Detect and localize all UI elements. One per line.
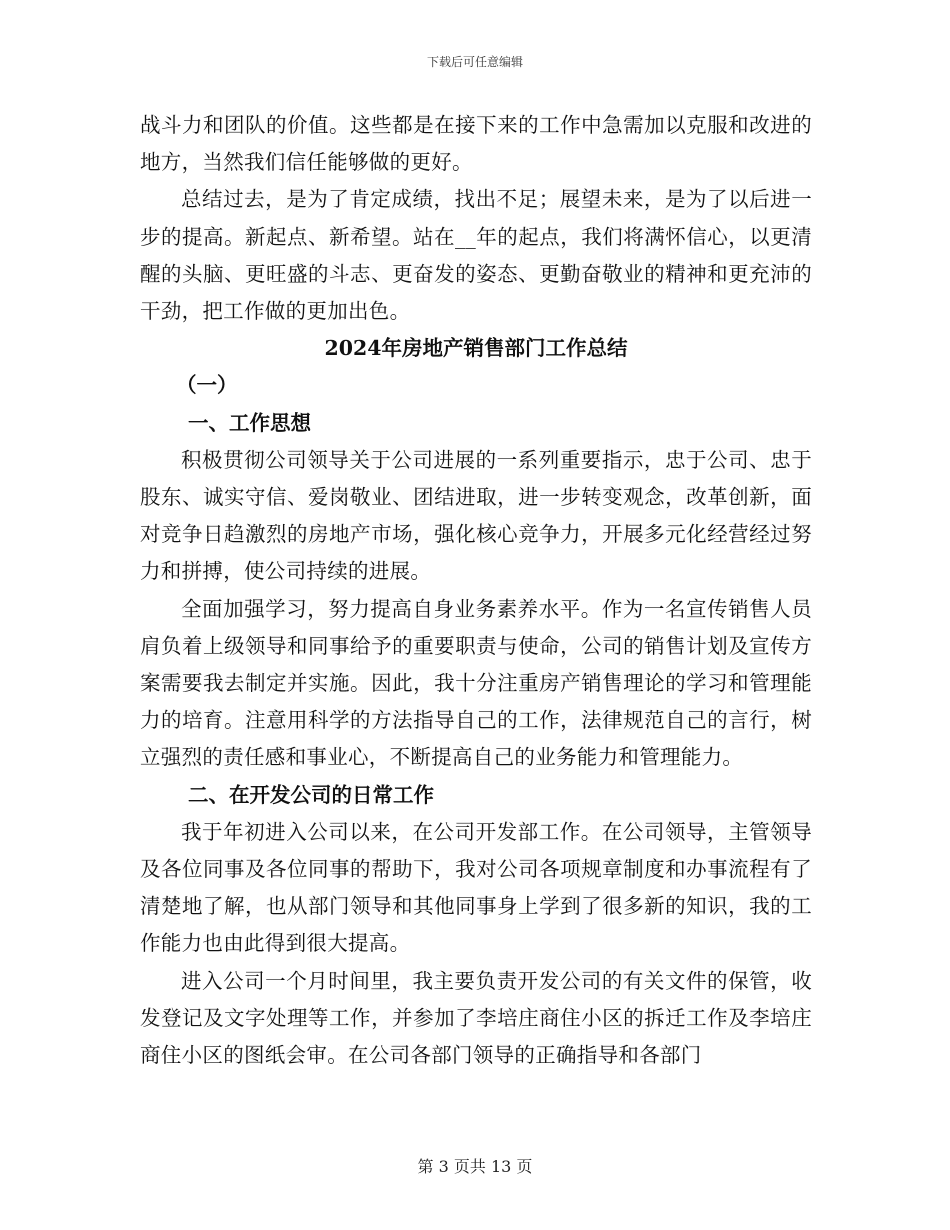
paragraph: 全面加强学习，努力提高自身业务素养水平。作为一名宣传销售人员肩负着上级领导和同事给予的重要职责与使命，公司的销售计划及宣传方案需要我去制定并实施。因此，我十分注重房产销售理论的学习和管理能力的培育。注意用科学的方法指导自己的工作，法律规范自己的言行，树立强烈的责任感和事业心，不断提高自己的业务能力和管理能力。	[140, 596, 812, 770]
page-header: 下载后可任意编辑	[426, 55, 523, 69]
paragraph: 总结过去，是为了肯定成绩，找出不足；展望未来，是为了以后进一步的提高。新起点、新希望。站在__年的起点，我们将满怀信心，以更清醒的头脑、更旺盛的斗志、更奋发的姿态、更勤奋敬业的精神和更充沛的干劲，把工作做的更加出色。	[140, 187, 812, 324]
section-heading: 一、工作思想	[188, 410, 311, 435]
section-heading: 二、在开发公司的日常工作	[188, 782, 434, 807]
document-title: 2024年房地产销售部门工作总结	[324, 336, 628, 361]
paragraph: 战斗力和团队的价值。这些都是在接下来的工作中急需加以克服和改进的地方，当然我们信任能够做的更好。	[140, 113, 812, 175]
document-body	[140, 107, 812, 1074]
paragraph: 进入公司一个月时间里，我主要负责开发公司的有关文件的保管，收发登记及文字处理等工作，并参加了李培庄商住小区的拆迁工作及李培庄商住小区的图纸会审。在公司各部门领导的正确指导和各部门	[140, 968, 812, 1068]
paragraph: 积极贯彻公司领导关于公司进展的一系列重要指示，忠于公司、忠于股东、诚实守信、爱岗敬业、团结进取，进一步转变观念，改革创新，面对竞争日趋激烈的房地产市场，强化核心竞争力，开展多元化经营经过努力和拼搏，使公司持续的进展。	[140, 447, 812, 584]
section-subtitle: （一）	[176, 373, 238, 398]
paragraph: 我于年初进入公司以来，在公司开发部工作。在公司领导，主管领导及各位同事及各位同事的帮助下，我对公司各项规章制度和办事流程有了清楚地了解，也从部门领导和其他同事身上学到了很多新的知识，我的工作能力也由此得到很大提高。	[140, 819, 812, 956]
page-number: 第 3 页共 13 页	[417, 1157, 533, 1176]
